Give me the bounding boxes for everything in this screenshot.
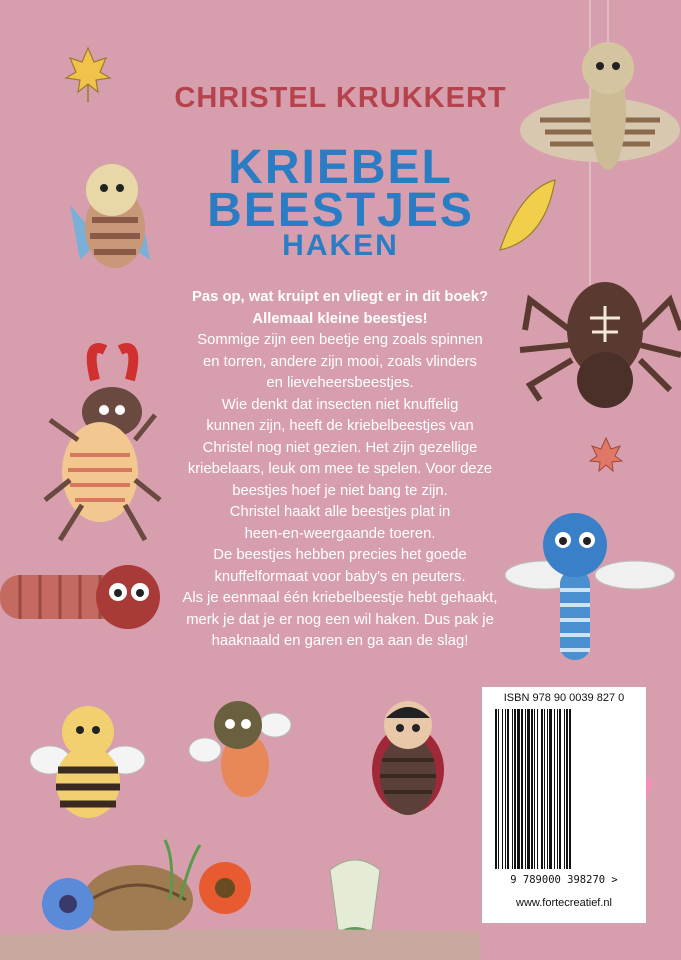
bee-icon — [30, 706, 145, 818]
firefly-icon — [189, 701, 291, 797]
dragonfly-icon — [505, 513, 675, 660]
blurb-lead-line: Allemaal kleine beestjes! — [252, 310, 428, 327]
blurb-lead-line: Pas op, wat kruipt en vliegt er in dit boek? — [192, 289, 488, 305]
barcode-panel — [482, 687, 646, 923]
barcode-icon — [495, 709, 635, 869]
snail-shell-icon — [83, 865, 193, 935]
ground-shape — [0, 929, 480, 960]
red-leaf-icon — [590, 438, 622, 471]
publisher-url: www.fortecreatief.nl — [516, 897, 612, 909]
author-name: CHRISTEL KRUKKERT — [174, 82, 507, 114]
blurb-line: Sommige zijn een beetje eng zoals spinnen — [197, 332, 483, 348]
spider-icon — [520, 282, 681, 408]
blurb-line: Wie denkt dat insecten niet knuffelig — [221, 396, 459, 413]
blurb-line: kunnen zijn, heeft de kriebelbeestjes van — [206, 418, 474, 434]
ladybug-icon — [372, 701, 444, 815]
blurb-line: Christel nog niet gezien. Het zijn gezellige — [202, 439, 478, 456]
blurb-line: De beestjes hebben precies het goede — [213, 547, 467, 563]
title-line-2: BEESTJES — [207, 184, 474, 237]
caterpillar-icon — [0, 565, 160, 629]
blurb-line: merk je dat je er nog een wil haken. Dus pak je — [186, 611, 494, 628]
blurb-line: beestjes hoef je niet bang te zijn. — [232, 482, 448, 499]
title-line-1: KRIEBEL — [228, 141, 453, 194]
back-cover-blurb — [150, 287, 530, 653]
stag-beetle-icon — [45, 348, 160, 540]
blurb-line: en lieveheersbeestjes. — [266, 375, 414, 391]
orange-flower-icon — [199, 862, 251, 914]
barcode-number: 9 789000 398270 > — [510, 874, 618, 886]
blue-flower-icon — [42, 878, 94, 930]
blurb-line: Christel haakt alle beestjes plat in — [229, 504, 451, 520]
blurb-line: Als je eenmaal één kriebelbeestje hebt gehaakt, — [182, 590, 498, 606]
grass-tuft-icon — [165, 840, 200, 900]
blurb-line: knuffelformaat voor baby's en peuters. — [214, 568, 466, 585]
isbn-text: ISBN 978 90 0039 827 0 — [503, 692, 625, 704]
blurb-line: kriebelaars, leuk om mee te spelen. Voor deze — [187, 461, 493, 477]
blurb-line: heen-en-weergaande toeren. — [244, 525, 436, 542]
blurb-line: haaknaald en garen en ga aan de slag! — [211, 633, 469, 649]
blurb-line: en torren, andere zijn mooi, zoals vlinders — [203, 353, 477, 370]
title-line-3: HAKEN — [282, 229, 399, 262]
